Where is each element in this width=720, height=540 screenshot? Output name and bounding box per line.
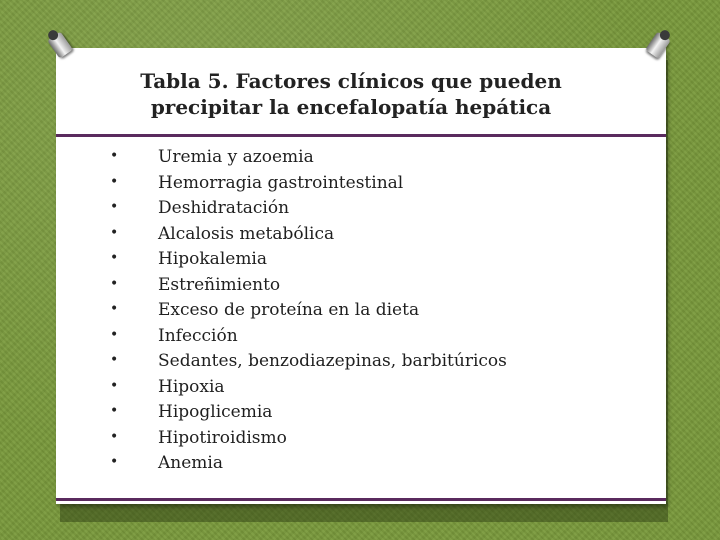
bullet-icon: • (110, 352, 119, 368)
list-item (56, 173, 666, 199)
list-item-label: Deshidratación (158, 198, 290, 218)
list-item-label: Hipotiroidismo (158, 427, 287, 448)
list-item-label: Hipoxia (158, 376, 225, 397)
bullet-icon: • (110, 428, 119, 445)
table-title (56, 68, 666, 120)
list-item (56, 428, 666, 454)
list-item-label: Alcalosis metabólica (158, 223, 335, 244)
table-paper (56, 48, 666, 504)
list-item (56, 224, 666, 250)
list-item-label: Hipokalemia (158, 249, 268, 269)
list-item (56, 198, 666, 224)
list-item-label: Uremia y azoemia (158, 147, 314, 167)
list-item-label: Hipoglicemia (158, 402, 273, 422)
bullet-icon: • (110, 454, 119, 470)
list-item-label: Exceso de proteína en la dieta (158, 300, 420, 320)
top-divider (56, 134, 666, 137)
list-item-label: Anemia (158, 453, 223, 473)
bottom-divider (56, 498, 666, 501)
list-item (56, 275, 666, 301)
bullet-icon: • (110, 275, 119, 292)
list-item (56, 377, 666, 403)
bullet-icon: • (110, 173, 119, 190)
list-item (56, 351, 666, 377)
bullet-icon: • (110, 377, 119, 394)
list-item-label: Infección (158, 325, 238, 346)
list-item-label: Estreñimiento (158, 274, 281, 295)
bullet-icon: • (110, 250, 119, 266)
bullet-icon: • (110, 326, 119, 343)
list-item-label: Hemorragia gastrointestinal (158, 172, 404, 193)
bullet-icon: • (110, 224, 119, 241)
list-item-label: Sedantes, benzodiazepinas, barbitúricos (158, 351, 507, 371)
factor-list (56, 147, 666, 479)
title-line-1: Tabla 5. Factores clínicos que pueden (140, 69, 562, 93)
list-item (56, 326, 666, 352)
list-item (56, 249, 666, 275)
list-item (56, 453, 666, 479)
bullet-icon: • (110, 148, 119, 164)
bullet-icon: • (110, 403, 119, 419)
list-item (56, 402, 666, 428)
bullet-icon: • (110, 301, 119, 317)
bullet-icon: • (110, 199, 119, 215)
list-item (56, 147, 666, 173)
title-line-2: precipitar la encefalopatía hepática (150, 95, 552, 119)
list-item (56, 300, 666, 326)
